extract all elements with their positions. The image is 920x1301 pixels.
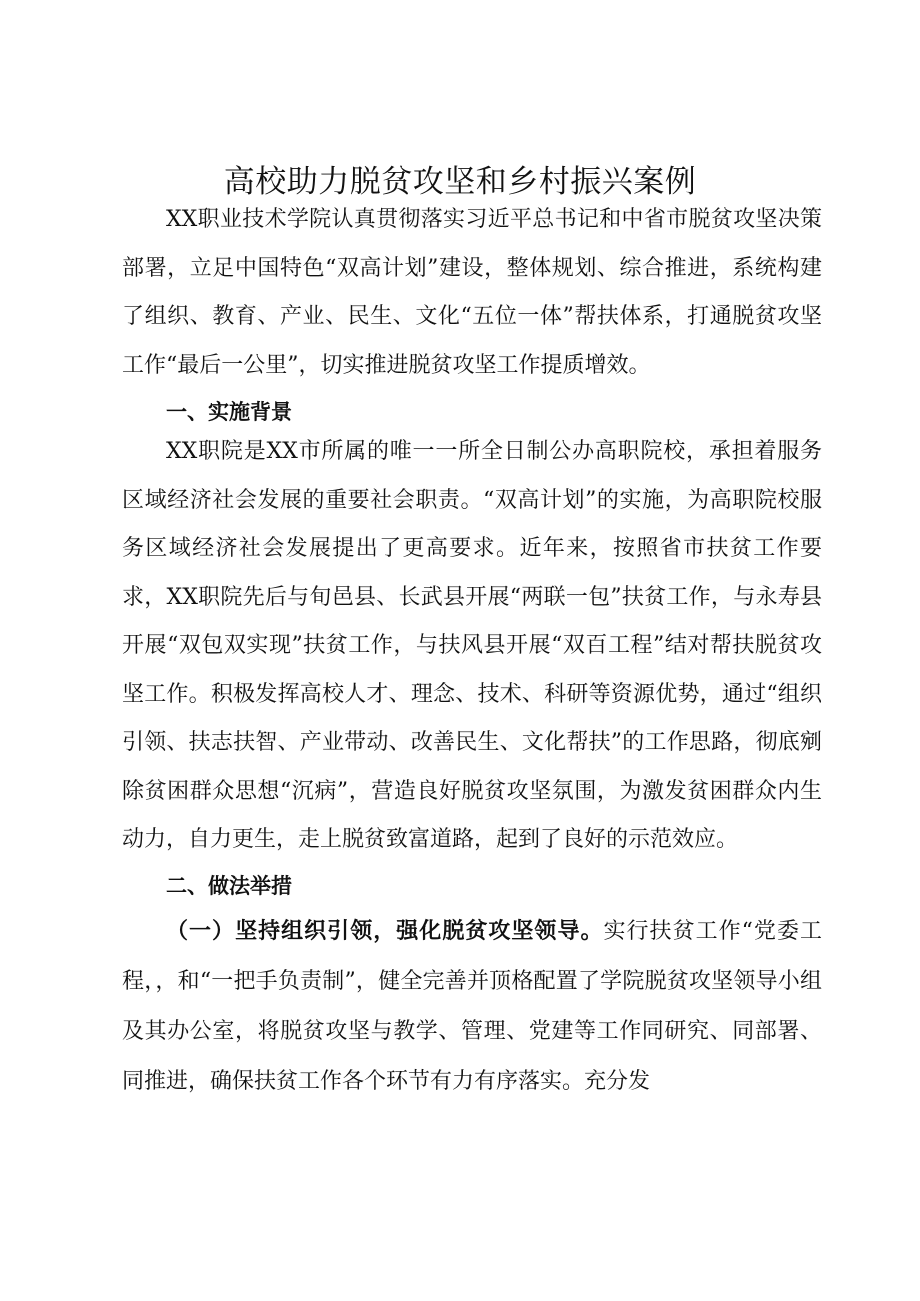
subsection-text: 实行扶贫工作“党委工程，，和“一把手负责制”，健全完善并顶格配置了学院脱贫攻坚领导小组及其办公室，将脱贫攻坚与教学、管理、党建等工作同研究、同部署、同推进，确保扶贫工作各个环节有力有序落实。充分发 xyxy=(122,919,822,1094)
document-title: 高校助力脱贫攻坚和乡村振兴案例 xyxy=(223,164,697,200)
subsection-lead: （一）坚持组织引领，强化脱贫攻坚领导。 xyxy=(166,919,604,944)
background-paragraph: XX职院是XX市所属的唯一一所全日制公办高职院校，承担着服务区域经济社会发展的重要社会职责。“双高计划”的实施，为高职院校服务区域经济社会发展提出了更高要求。近年来，按照省市扶贫工作要求，XX职院先后与旬邑县、长武县开展“两联一包”扶贫工作，与永寿县开展“双包双实现”扶贫工作，与扶风县开展“双百工程”结对帮扶脱贫攻坚工作。积极发挥高校人才、理念、技术、科研等资源优势，通过“组织引领、扶志扶智、产业带动、改善民生、文化帮扶”的工作思路，彻底剜除贫困群众思想“沉病”，营造良好脱贫攻坚氛围，为激发贫困群众内生动力，自力更生，走上脱贫致富道路，起到了良好的示范效应。 xyxy=(122,439,822,852)
section-heading-background: 一、实施背景 xyxy=(166,400,292,424)
section-heading-measures: 二、做法举措 xyxy=(166,874,292,898)
measures-paragraph xyxy=(122,907,822,1107)
intro-paragraph: XX职业技术学院认真贯彻落实习近平总书记和中省市脱贫攻坚决策部署，立足中国特色“双高计划”建设，整体规划、综合推进，系统构建了组织、教育、产业、民生、文化“五位一体”帮扶体系，打通脱贫攻坚工作“最后一公里”，切实推进脱贫攻坚工作提质增效。 xyxy=(122,207,822,378)
